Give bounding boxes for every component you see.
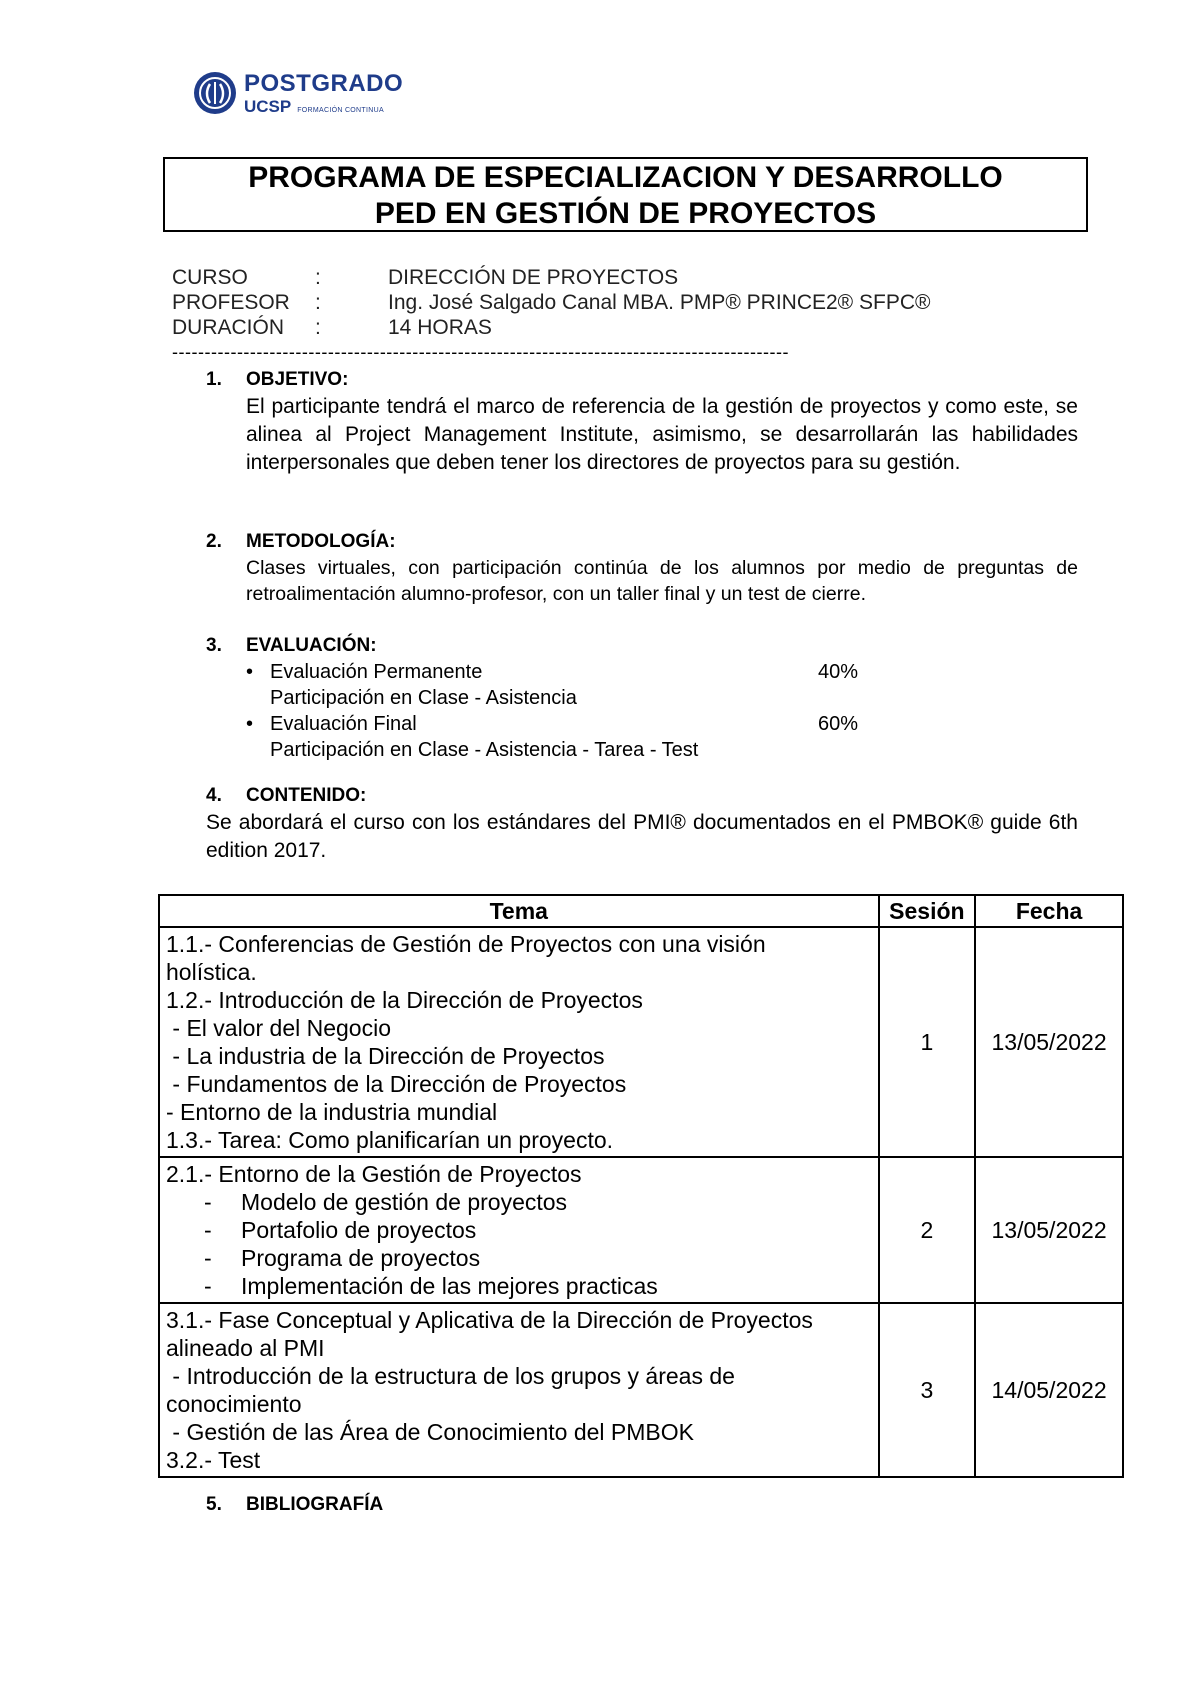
tema-line: - Fundamentos de la Dirección de Proyectos bbox=[166, 1071, 627, 1097]
sesion-cell: 2 bbox=[879, 1157, 976, 1303]
meta-label: PROFESOR bbox=[172, 291, 290, 314]
fecha-cell: 14/05/2022 bbox=[975, 1303, 1123, 1477]
logo bbox=[192, 70, 403, 116]
tema-line: 1.3.- Tarea: Como planificarían un proyecto. bbox=[166, 1127, 614, 1153]
tema-subitem bbox=[166, 1188, 872, 1216]
evaluation-item bbox=[246, 711, 1078, 737]
tema-line: Implementación de las mejores practicas bbox=[241, 1273, 658, 1299]
meta-value: Ing. José Salgado Canal MBA. PMP® PRINCE2® SFPC® bbox=[388, 291, 931, 314]
tema-cell bbox=[159, 927, 879, 1157]
meta-colon: : bbox=[315, 266, 321, 289]
section-title: BIBLIOGRAFÍA bbox=[246, 1494, 384, 1515]
tema-line: - Entorno de la industria mundial bbox=[166, 1099, 498, 1125]
section-title: EVALUACIÓN: bbox=[246, 635, 377, 656]
dash-marker: - bbox=[204, 1245, 212, 1271]
tema-subitem bbox=[166, 1216, 872, 1244]
meta-row-curso bbox=[172, 265, 1072, 290]
section-title: CONTENIDO: bbox=[246, 785, 367, 806]
section-number: 4. bbox=[206, 785, 222, 806]
fecha-cell: 13/05/2022 bbox=[975, 927, 1123, 1157]
evaluation-detail bbox=[246, 685, 1078, 711]
dash-marker: - bbox=[204, 1189, 212, 1215]
section-contenido bbox=[206, 783, 1078, 865]
header-sesion: Sesión bbox=[879, 895, 976, 927]
evaluation-percent: 40% bbox=[818, 661, 859, 683]
program-title-line1: PROGRAMA DE ESPECIALIZACION Y DESARROLLO bbox=[248, 161, 1003, 194]
fecha-cell: 13/05/2022 bbox=[975, 1157, 1123, 1303]
meta-value: DIRECCIÓN DE PROYECTOS bbox=[388, 266, 679, 289]
section-metodologia bbox=[206, 529, 1078, 607]
section-bibliografia bbox=[206, 1494, 383, 1516]
table-row bbox=[159, 927, 1123, 1157]
meta-colon: : bbox=[315, 316, 321, 339]
bullet-icon: • bbox=[246, 713, 254, 735]
evaluation-list bbox=[246, 659, 1078, 763]
dash-marker: - bbox=[204, 1273, 212, 1299]
tema-subitem bbox=[166, 1272, 872, 1300]
program-title-box bbox=[163, 157, 1088, 232]
course-info bbox=[172, 265, 1072, 340]
section-title: OBJETIVO: bbox=[246, 369, 349, 390]
logo-ucsp: UCSP bbox=[244, 96, 292, 116]
section-number: 1. bbox=[206, 369, 222, 390]
section-evaluacion bbox=[206, 633, 1078, 763]
logo-postgrado: POSTGRADO bbox=[244, 69, 404, 97]
section-title: METODOLOGÍA: bbox=[246, 531, 396, 552]
meta-label: CURSO bbox=[172, 266, 248, 289]
logo-text bbox=[244, 69, 404, 116]
bullet-icon: • bbox=[246, 661, 254, 683]
section-body: Se abordará el curso con los estándares del PMI® documentados en el PMBOK® guide 6th edition 2017. bbox=[206, 811, 1078, 862]
header-fecha: Fecha bbox=[975, 895, 1123, 927]
tema-line: conocimiento bbox=[166, 1391, 302, 1417]
section-body: El participante tendrá el marco de referencia de la gestión de proyectos y como este, se alinea al Project Management Institute, asimismo, se desarrollarán las habilidades interpersonales que deben tener los directores de proyectos para su gestión. bbox=[246, 395, 1078, 474]
tema-line: - El valor del Negocio bbox=[166, 1015, 391, 1041]
ucsp-seal-icon bbox=[192, 70, 238, 116]
section-objetivo bbox=[206, 367, 1078, 477]
tema-cell bbox=[159, 1157, 879, 1303]
tema-line: Portafolio de proyectos bbox=[241, 1217, 477, 1243]
table-row bbox=[159, 1303, 1123, 1477]
separator-line: ----------------------------------------------------------------------------------------------- bbox=[172, 342, 789, 362]
table-header-row bbox=[159, 895, 1123, 927]
tema-line: - Gestión de las Área de Conocimiento del PMBOK bbox=[166, 1419, 694, 1445]
meta-colon: : bbox=[315, 291, 321, 314]
evaluation-percent: 60% bbox=[818, 713, 859, 735]
evaluation-label: Evaluación Final bbox=[270, 713, 417, 735]
tema-line: 1.2.- Introducción de la Dirección de Proyectos bbox=[166, 987, 643, 1013]
section-number: 3. bbox=[206, 635, 222, 656]
meta-row-duracion bbox=[172, 315, 1072, 340]
meta-row-profesor bbox=[172, 290, 1072, 315]
dash-marker: - bbox=[204, 1217, 212, 1243]
section-body: Clases virtuales, con participación continúa de los alumnos por medio de preguntas de retroalimentación alumno-profesor, con un taller final y un test de cierre. bbox=[246, 557, 1078, 605]
section-number: 5. bbox=[206, 1494, 222, 1515]
evaluation-label: Evaluación Permanente bbox=[270, 661, 483, 683]
evaluation-sub: Participación en Clase - Asistencia bbox=[270, 687, 577, 709]
tema-line: 3.2.- Test bbox=[166, 1447, 261, 1473]
evaluation-item bbox=[246, 659, 1078, 685]
evaluation-detail bbox=[246, 737, 1078, 763]
tema-line: holística. bbox=[166, 959, 257, 985]
meta-value: 14 HORAS bbox=[388, 316, 492, 339]
tema-line: - La industria de la Dirección de Proyectos bbox=[166, 1043, 605, 1069]
section-number: 2. bbox=[206, 531, 222, 552]
meta-label: DURACIÓN bbox=[172, 316, 285, 339]
tema-line: Modelo de gestión de proyectos bbox=[241, 1189, 568, 1215]
tema-cell bbox=[159, 1303, 879, 1477]
program-title-line2: PED EN GESTIÓN DE PROYECTOS bbox=[374, 197, 877, 230]
tema-line: 3.1.- Fase Conceptual y Aplicativa de la Dirección de Proyectos bbox=[166, 1307, 813, 1333]
tema-line: 2.1.- Entorno de la Gestión de Proyectos bbox=[166, 1161, 582, 1187]
tema-line: Programa de proyectos bbox=[241, 1245, 481, 1271]
tema-line: 1.1.- Conferencias de Gestión de Proyectos con una visión bbox=[166, 931, 766, 957]
sesion-cell: 1 bbox=[879, 927, 976, 1157]
logo-subtitle: FORMACIÓN CONTINUA bbox=[297, 106, 384, 114]
table-row bbox=[159, 1157, 1123, 1303]
sesion-cell: 3 bbox=[879, 1303, 976, 1477]
tema-subitem bbox=[166, 1244, 872, 1272]
content-table bbox=[158, 894, 1124, 1478]
header-tema: Tema bbox=[159, 895, 879, 927]
tema-line: - Introducción de la estructura de los grupos y áreas de bbox=[166, 1363, 735, 1389]
evaluation-sub: Participación en Clase - Asistencia - Tarea - Test bbox=[270, 739, 699, 761]
tema-line: alineado al PMI bbox=[166, 1335, 325, 1361]
